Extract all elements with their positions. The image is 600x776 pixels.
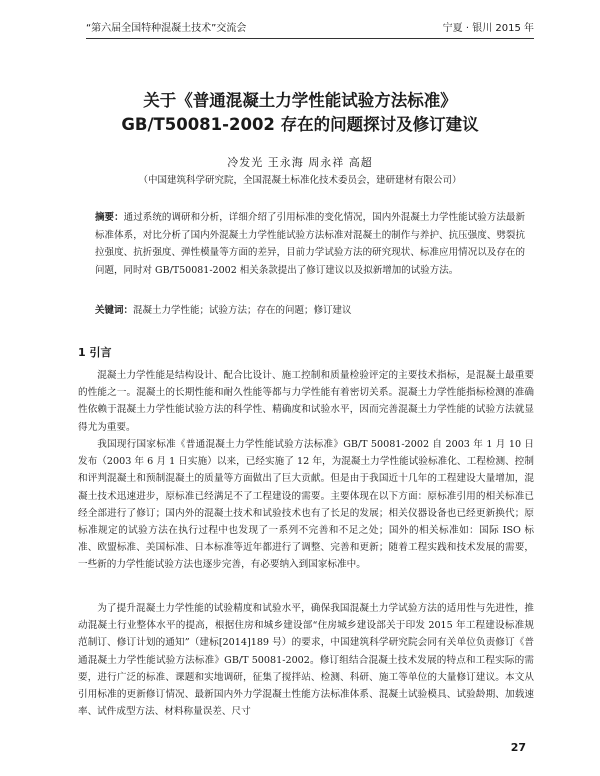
author-list: 冷发光 王永海 周永祥 高超 [227, 156, 373, 169]
keywords-label: 关键词： [95, 305, 134, 316]
body-paragraph: 为了提升混凝土力学性能的试验精度和试验水平，确保我国混凝土力学试验方法的适用性与先进性，推动混凝土行业整体水平的提高，根据住房和城乡建设部“住房城乡建设部关于印发 2015 年工程建设标准规范制订、修订计划的通知”（建标[2014]189 号）的要求，中国建筑科学研究院会同有关单位负责修订《普通混凝土力学性能试验方法标准》GB/T 50081-2002。修订组结合混凝土技术发展的特点和工程实际的需要，进行广泛的标准、课题和实地调研，征集了搅拌站、检测、科研、施工等单位的大量修订建议。本文从引用标准的更新修订情况、最新国内外力学混凝土性能方法标准体系、混凝土试验模具、试验龄期、加载速率、试件成型方法、材料称量误差、尺寸 [78, 603, 534, 718]
keywords-text: 混凝土力学性能；试验方法；存在的问题；修订建议 [133, 305, 352, 316]
venue-year: 宁夏 · 银川 2015 年 [442, 23, 534, 34]
running-header [86, 22, 534, 39]
paper-title-line-1: 关于《普通混凝土力学性能试验方法标准》 [143, 91, 457, 110]
abstract-label: 摘要： [95, 212, 124, 223]
affiliation: （中国建筑科学研究院，全国混凝土标准化技术委员会，建研建材有限公司） [138, 175, 462, 186]
keywords [95, 303, 525, 319]
abstract-text: 通过系统的调研和分析，详细介绍了引用标准的变化情况，国内外混凝土力学性能试验方法最新标准体系，对比分析了国内外混凝土力学性能试验方法标准对混凝土的制作与养护、抗压强度、劈裂抗拉强度、抗折强度、弹性模量等方面的差异，目前力学试验方法的研究现状、标准应用情况以及存在的问题，同时对 GB/T50081-2002 相关条款提出了修订建议以及拟新增加的试验方法。 [95, 212, 525, 276]
body-paragraph: 我国现行国家标准《普通混凝土力学性能试验方法标准》GB/T 50081-2002 自 2003 年 1 月 10 日发布（2003 年 6 月 1 日实施）以来，已经实施了 12 年，为混凝土力学性能试验标准化、工程检测、控制和评判混凝土和预制混凝土的质量等方面做出了巨大贡献。但是由于我国近十几年的工程建设大量增加，混凝土技术迅速进步，原标准已经满足不了工程建设的需要。主要体现在以下方面：原标准引用的相关标准已经全部进行了修订；国内外的混凝土技术和试验技术也有了长足的发展；相关仪器设备也已经更新换代；原标准规定的试验方法在执行过程中也发现了一系列不完善和不足之处；国外的相关标准如：国际 ISO 标准、欧盟标准、美国标准、日本标准等近年都进行了调整、完善和更新；随着工程实践和技术发展的需要，一些新的力学性能试验方法也逐步完善，有必要纳入到国家标准中。 [78, 439, 534, 571]
page-number: 27 [510, 741, 526, 754]
section-heading: 1 引言 [78, 346, 112, 359]
paper-title-line-2: GB/T50081-2002 存在的问题探讨及修订建议 [121, 115, 479, 134]
abstract [95, 209, 525, 279]
conference-name: “第六届全国特种混凝土技术”交流会 [86, 23, 247, 34]
body-paragraph: 混凝土力学性能是结构设计、配合比设计、施工控制和质量检验评定的主要技术指标，是混凝土最重要的性能之一。混凝土的长期性能和耐久性能等都与力学性能有着密切关系。混凝土力学性能指标检测的准确性依赖于混凝土力学性能试验方法的科学性、精确度和试验水平，因而完善混凝土力学性能的试验方法就显得尤为重要。 [78, 370, 534, 433]
